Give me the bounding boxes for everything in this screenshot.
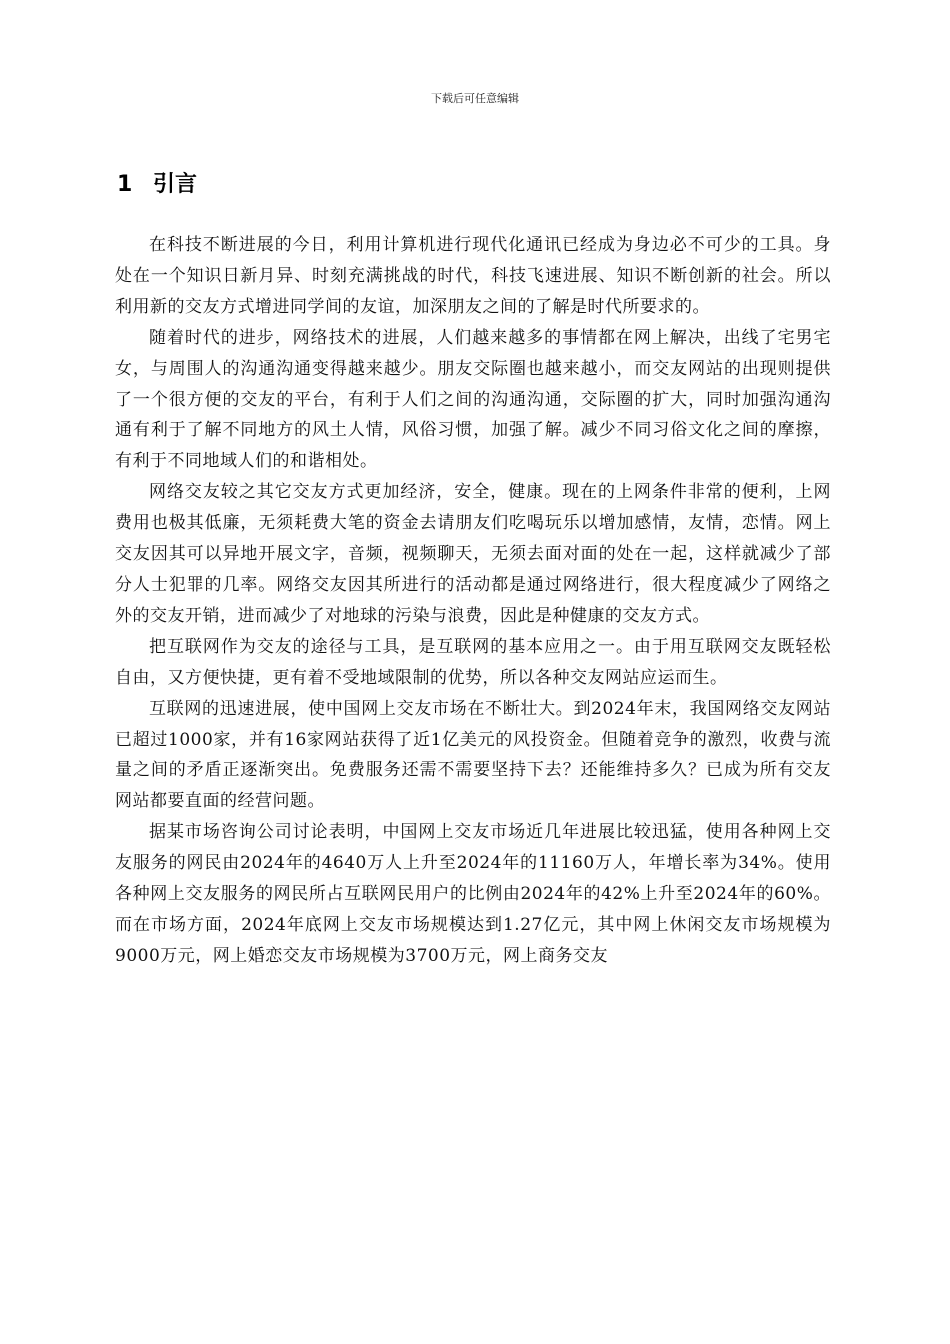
paragraph: 把互联网作为交友的途径与工具，是互联网的基本应用之一。由于用互联网交友既轻松自由，又方便快捷，更有着不受地域限制的优势，所以各种交友网站应运而生。 — [115, 636, 831, 688]
paragraph: 在科技不断进展的今日，利用计算机进行现代化通讯已经成为身边必不可少的工具。身处在一个知识日新月异、时刻充满挑战的时代，科技飞速进展、知识不断创新的社会。所以利用新的交友方式增进同学间的友谊，加深朋友之间的了解是时代所要求的。 — [115, 235, 831, 317]
paragraph: 网络交友较之其它交友方式更加经济，安全，健康。现在的上网条件非常的便利，上网费用也极其低廉，无须耗费大笔的资金去请朋友们吃喝玩乐以增加感情，友情，恋情。网上交友因其可以异地开展文字，音频，视频聊天，无须去面对面的处在一起，这样就减少了部分人士犯罪的几率。网络交友因其所进行的活动都是通过网络进行，很大程度减少了网络之外的交友开销，进而减少了对地球的污染与浪费，因此是种健康的交友方式。 — [115, 482, 831, 626]
paragraph: 随着时代的进步，网络技术的进展，人们越来越多的事情都在网上解决，出线了宅男宅女，与周围人的沟通沟通变得越来越少。朋友交际圈也越来越小，而交友网站的出现则提供了一个很方便的交友的平台，有利于人们之间的沟通沟通，交际圈的扩大，同时加强沟通沟通有利于了解不同地方的风土人情，风俗习惯，加强了解。减少不同习俗文化之间的摩擦，有利于不同地域人们的和谐相处。 — [115, 327, 831, 472]
section-title: 引言 — [153, 172, 198, 197]
body-text — [115, 230, 831, 972]
header-note: 下载后可任意编辑 — [431, 92, 519, 105]
section-number: 1 — [117, 172, 133, 197]
section-heading — [117, 170, 197, 200]
paragraph: 互联网的迅速进展，使中国网上交友市场在不断壮大。到2024年末，我国网络交友网站已超过1000家，并有16家网站获得了近1亿美元的风投资金。但随着竞争的激烈，收费与流量之间的矛盾正逐渐突出。免费服务还需不需要坚持下去？还能维持多久？已成为所有交友网站都要直面的经营问题。 — [115, 698, 831, 812]
paragraph: 据某市场咨询公司讨论表明，中国网上交友市场近几年进展比较迅猛，使用各种网上交友服务的网民由2024年的4640万人上升至2024年的11160万人，年增长率为34%。使用各种网上交友服务的网民所占互联网民用户的比例由2024年的42%上升至2024年的60%。而在市场方面，2024年底网上交友市场规模达到1.27亿元，其中网上休闲交友市场规模为9000万元，网上婚恋交友市场规模为3700万元，网上商务交友 — [115, 822, 831, 966]
